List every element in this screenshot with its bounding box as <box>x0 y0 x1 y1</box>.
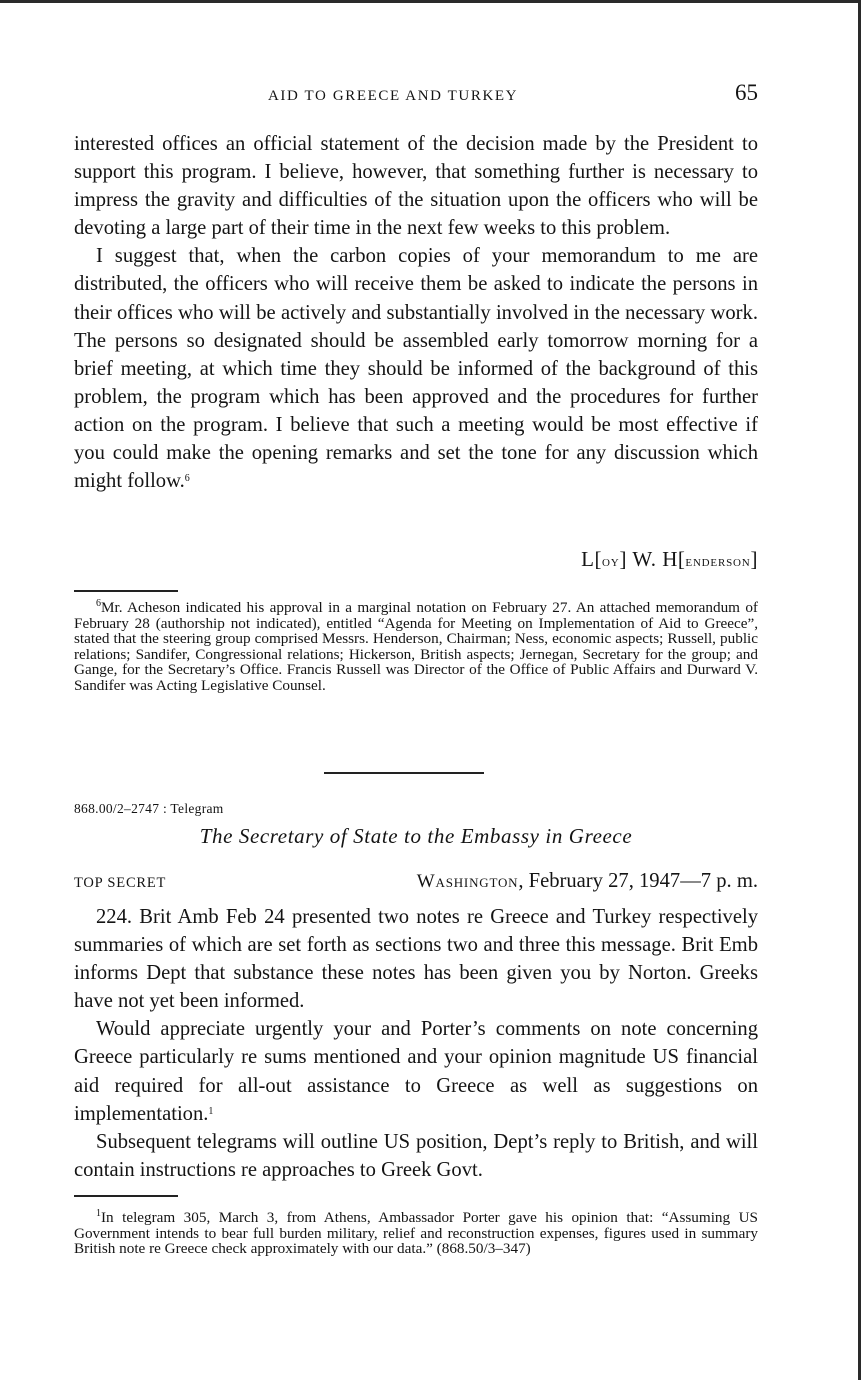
signature-middle: W. <box>632 547 657 571</box>
footnote-1 <box>74 1210 758 1257</box>
page-number: 65 <box>735 80 758 105</box>
footnote-1-marker: 1 <box>96 1208 101 1219</box>
dateline-row <box>74 870 758 893</box>
footnote-ref-1: 1 <box>208 1105 214 1117</box>
footnote-ref-6: 6 <box>184 473 190 485</box>
signature-first-rest: oy <box>601 554 620 570</box>
telegram-body <box>74 903 758 1184</box>
memo-paragraph-2-text: I suggest that, when the carbon copies of your memorandum to me are distributed, the officers who will receive them be asked to indicate the persons in their offices who will be actively and substantially involved in the necessary work. The persons so designated should be assembled early tomorrow morning for a brief meeting, at which time they should be informed of the background of this problem, the program which has been approved and the procedures for further action on the program. I believe that such a meeting would be most effective if you could make the opening remarks and set the tone for any discussion which might follow. <box>74 245 758 493</box>
page-top-edge <box>0 0 861 3</box>
signature: L[oy] W. H[enderson] <box>581 547 758 571</box>
footnote-6 <box>74 600 758 694</box>
footnote-6-marker: 6 <box>96 598 101 609</box>
footnote-separator <box>74 590 178 592</box>
telegram-paragraph-1: 224. Brit Amb Feb 24 presented two notes re Greece and Turkey respectively summaries of which are set forth as sections two and three this message. Brit Emb informs Dept that substance these notes has been given you by Norton. Greeks have not yet been informed. <box>74 906 758 1013</box>
telegram-paragraph-2 <box>74 1015 758 1127</box>
footnote-1-text: In telegram 305, March 3, from Athens, Ambassador Porter gave his opinion that: “Assuming US Government intends to bear full burden military, relief and reconstruction expenses, figures used in summary British note re Greece check approximately with our data.” (868.50/3–347) <box>74 1209 758 1258</box>
telegram-file-reference: 868.00/2–2747 : Telegram <box>74 801 224 816</box>
telegram-paragraph-2-text: Would appreciate urgently your and Porter’s comments on note concerning Greece particularly re sums mentioned and your opinion magnitude US financial aid required for all-out assistance to Greece as well as suggestions on implementation. <box>74 1018 758 1125</box>
dateline-date: , February 27, 1947—7 p. m. <box>518 870 758 892</box>
dateline <box>417 870 758 893</box>
classification-label: TOP SECRET <box>74 875 167 891</box>
memo-paragraph-2 <box>74 242 758 495</box>
telegram-paragraph-3: Subsequent telegrams will outline US position, Dept’s reply to British, and will contain instructions re approaches to Greek Govt. <box>74 1130 758 1181</box>
footnote-6-text: Mr. Acheson indicated his approval in a marginal notation on February 27. An attached memorandum of February 28 (authorship not indicated), entitled “Agenda for Meeting on Implementation of Aid to Greece”, stated that the steering group comprised Messrs. Henderson, Chairman; Ness, economic aspects; Russell, public relations; Sandifer, Congressional relations; Hickerson, British aspects; Jernegan, Secretary for the group; and Gange, for the Secretary’s Office. Francis Russell was Director of the Office of Public Affairs and Durward V. Sandifer was Acting Legislative Counsel. <box>74 599 758 694</box>
memo-body <box>74 130 758 495</box>
dateline-place: Washington <box>416 871 519 892</box>
footnote-separator-2 <box>74 1195 178 1197</box>
memo-paragraph-1: interested offices an official statement of the decision made by the President to support this program. I believe, however, that something further is necessary to impress the gravity and difficulties of the situation upon the officers who will be devoting a large part of their time in the next few weeks to this problem. <box>74 133 758 240</box>
section-divider <box>324 772 484 774</box>
signature-first-initial: L <box>581 547 595 571</box>
signature-last-rest: enderson <box>685 554 751 570</box>
telegram-title: The Secretary of State to the Embassy in Greece <box>199 824 633 848</box>
signature-last-initial: H <box>662 547 678 571</box>
running-head: AID TO GREECE AND TURKEY <box>268 88 519 104</box>
